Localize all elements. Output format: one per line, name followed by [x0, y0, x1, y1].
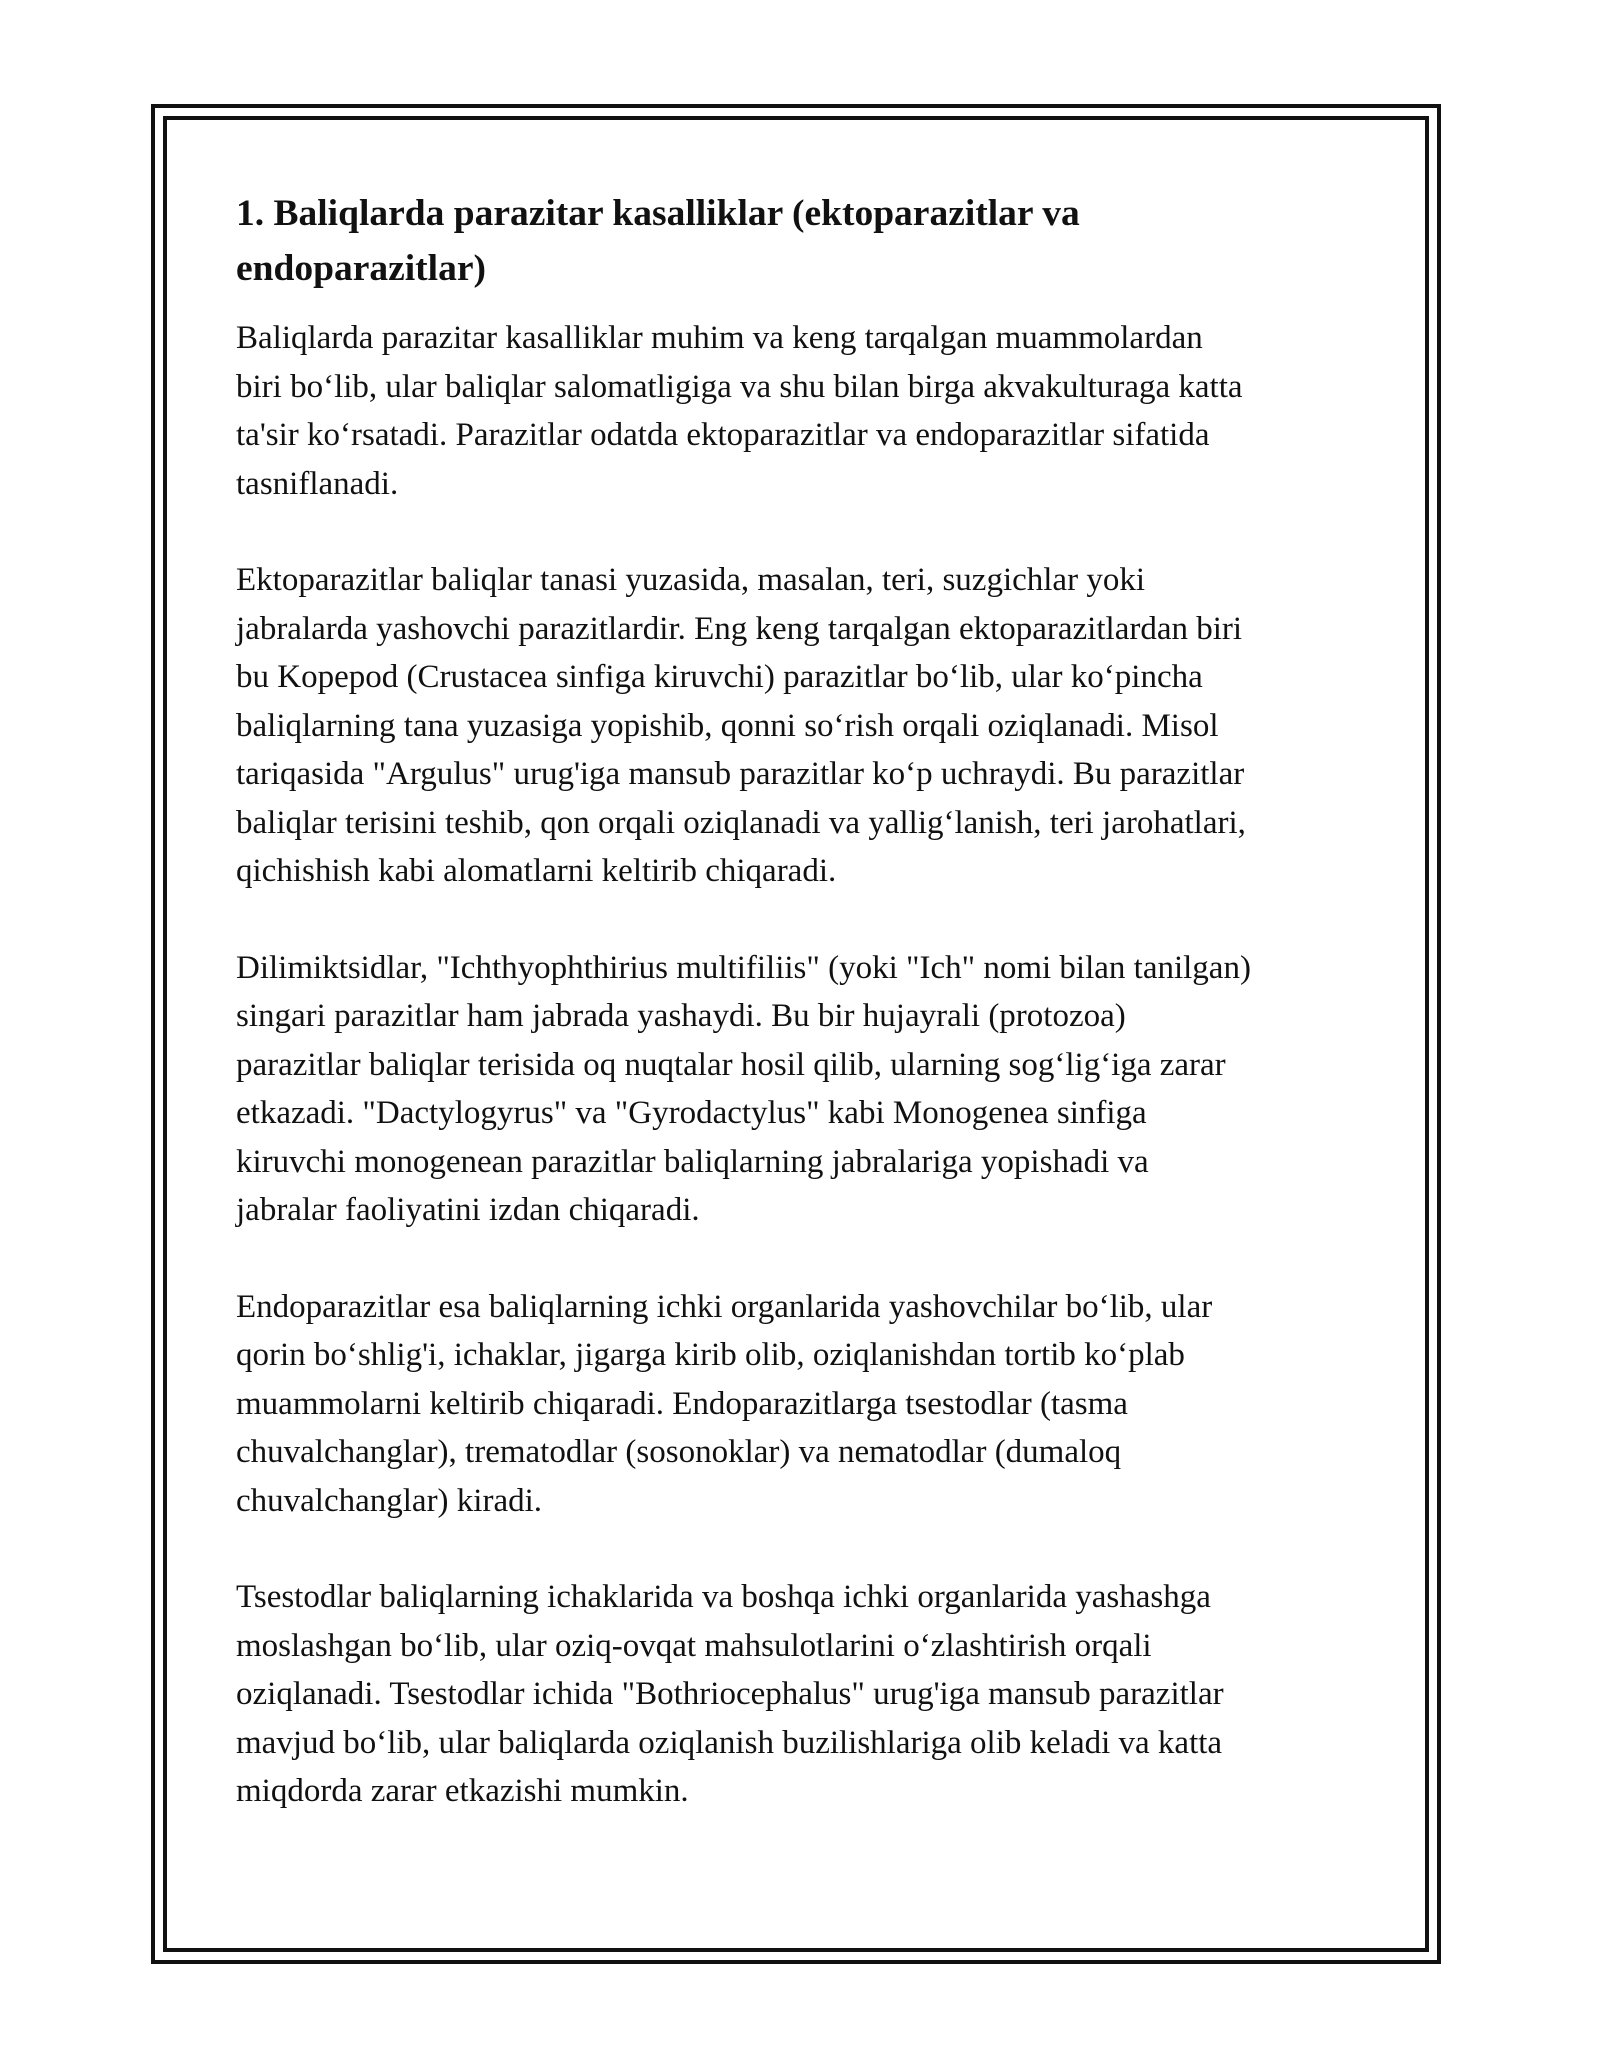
- paragraph-line: jabralar faoliyatini izdan chiqaradi.: [236, 1192, 700, 1228]
- paragraph-line: baliqlarning tana yuzasiga yopishib, qonni so‘rish orqali oziqlanadi. Misol: [236, 707, 1219, 744]
- paragraph-line: moslashgan bo‘lib, ular oziq-ovqat mahsulotlarini o‘zlashtirish orqali: [236, 1627, 1152, 1664]
- paragraph-line: etkazadi. "Dactylogyrus" va "Gyrodactylus" kabi Monogenea sinfiga: [236, 1095, 1147, 1131]
- paragraph-line: qorin bo‘shlig'i, ichaklar, jigarga kirib olib, oziqlanishdan tortib ko‘plab: [236, 1337, 1185, 1373]
- paragraph-line: Tsestodlar baliqlarning ichaklarida va boshqa ichki organlarida yashashga: [236, 1579, 1211, 1615]
- paragraph-intro: [236, 314, 1386, 508]
- paragraph-line: Ektoparazitlar baliqlar tanasi yuzasida, masalan, teri, suzgichlar yoki: [236, 562, 1145, 598]
- paragraph-line: baliqlar terisini teshib, qon orqali oziqlanadi va yallig‘lanish, teri jarohatlari,: [236, 804, 1246, 841]
- paragraph-line: parazitlar baliqlar terisida oq nuqtalar hosil qilib, ularning sog‘lig‘iga zarar: [236, 1046, 1226, 1083]
- paragraph-line: Baliqlarda parazitar kasalliklar muhim va keng tarqalgan muammolardan: [236, 320, 1203, 356]
- paragraph-line: oziqlanadi. Tsestodlar ichida "Bothriocephalus" urug'iga mansub parazitlar: [236, 1676, 1224, 1712]
- section-heading: [236, 186, 1386, 296]
- section-heading-line-1: 1. Baliqlarda parazitar kasalliklar (ektoparazitlar va: [236, 193, 1080, 234]
- section-heading-line-2: endoparazitlar): [236, 248, 486, 289]
- paragraph-endoparasites: [236, 1283, 1386, 1526]
- paragraph-line: bu Kopepod (Crustacea sinfiga kiruvchi) parazitlar bo‘lib, ular ko‘pincha: [236, 659, 1203, 695]
- paragraph-ectoparasites: [236, 556, 1386, 896]
- paragraph-line: chuvalchanglar), trematodlar (sosonoklar) va nematodlar (dumaloq: [236, 1434, 1122, 1470]
- paragraph-line: Dilimiktsidlar, "Ichthyophthirius multifiliis" (yoki "Ich" nomi bilan tanilgan): [236, 949, 1251, 986]
- paragraph-line: singari parazitlar ham jabrada yashaydi. Bu bir hujayrali (protozoa): [236, 998, 1126, 1034]
- paragraph-line: jabralarda yashovchi parazitlardir. Eng keng tarqalgan ektoparazitlardan biri: [236, 610, 1243, 647]
- paragraph-line: ta'sir ko‘rsatadi. Parazitlar odatda ektoparazitlar va endoparazitlar sifatida: [236, 417, 1210, 453]
- paragraph-line: qichishish kabi alomatlarni keltirib chiqaradi.: [236, 853, 837, 889]
- paragraph-line: tariqasida "Argulus" urug'iga mansub parazitlar ko‘p uchraydi. Bu parazitlar: [236, 756, 1245, 792]
- paragraph-line: muammolarni keltirib chiqaradi. Endoparazitlarga tsestodlar (tasma: [236, 1385, 1128, 1422]
- document-body: [236, 186, 1386, 1864]
- paragraph-gill-parasites: [236, 944, 1386, 1235]
- paragraph-cestodes: [236, 1573, 1386, 1816]
- paragraph-line: Endoparazitlar esa baliqlarning ichki organlarida yashovchilar bo‘lib, ular: [236, 1288, 1213, 1325]
- paragraph-line: chuvalchanglar) kiradi.: [236, 1482, 543, 1519]
- paragraph-line: mavjud bo‘lib, ular baliqlarda oziqlanish buzilishlariga olib keladi va katta: [236, 1724, 1223, 1761]
- paragraph-line: biri bo‘lib, ular baliqlar salomatligiga va shu bilan birga akvakulturaga katta: [236, 368, 1243, 405]
- paragraph-line: kiruvchi monogenean parazitlar baliqlarning jabralariga yopishadi va: [236, 1143, 1149, 1180]
- paragraph-line: miqdorda zarar etkazishi mumkin.: [236, 1773, 689, 1809]
- paragraph-line: tasniflanadi.: [236, 465, 399, 502]
